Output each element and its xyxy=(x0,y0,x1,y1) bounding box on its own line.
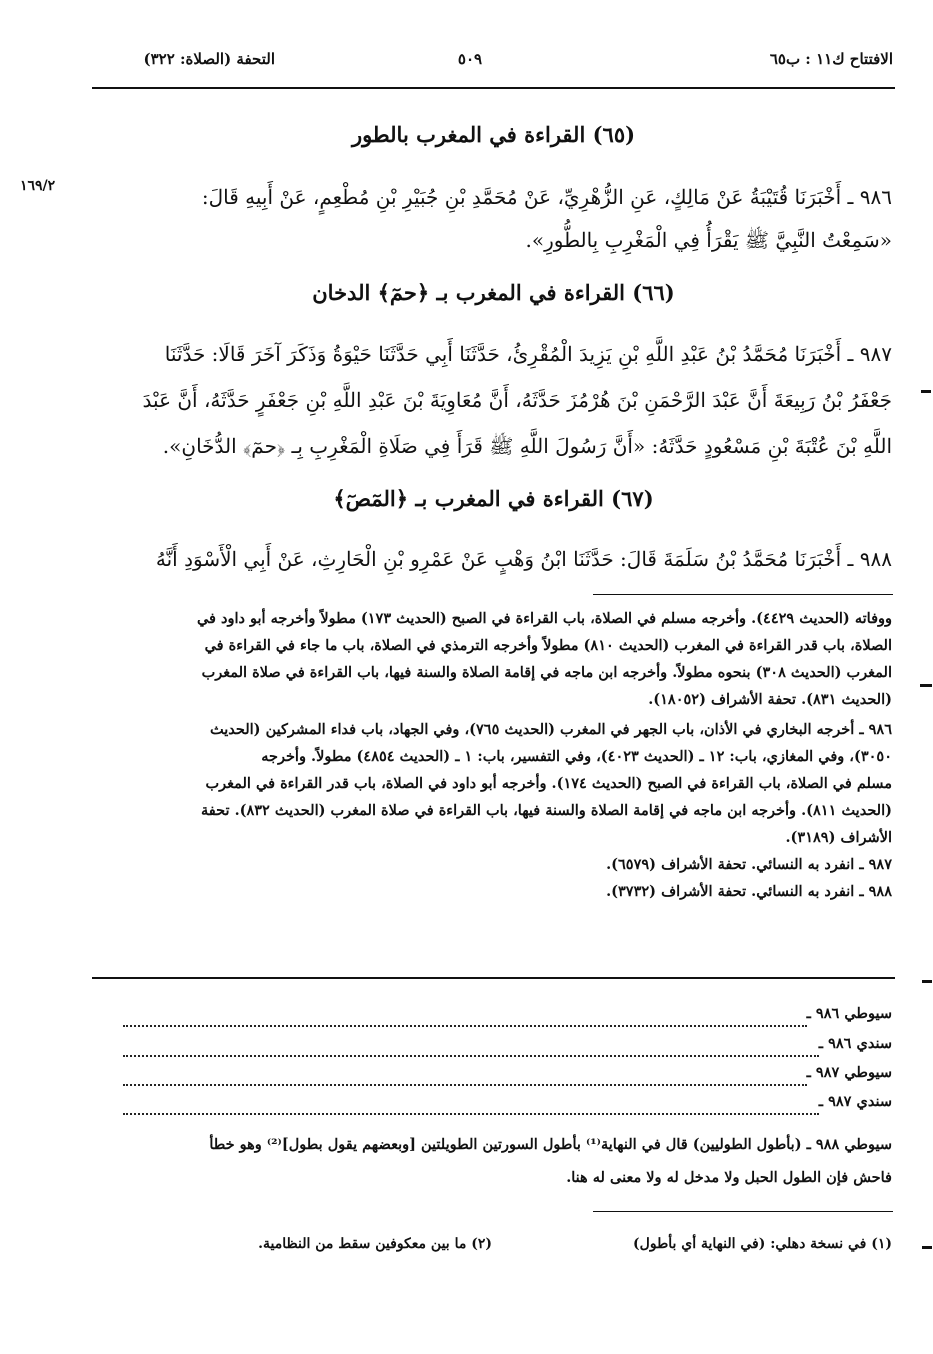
takhrij-line: ٩٨٨ ـ انفرد به النسائي. تحفة الأشراف (٣٧٣٢). xyxy=(606,883,892,900)
takhrij-line: مسلم في الصلاة، باب القراءة في الصبح (الحديث ١٧٤). وأخرجه أبو داود في الصلاة، باب قدر القراءة في المغرب xyxy=(205,775,892,792)
hadith-986-line-2: «سَمِعْتُ النَّبِيَّ ﷺ يَقْرَأُ فِي الْمَغْرِبِ بِالطُّورِ». xyxy=(525,228,892,252)
commentary-label: سندي ٩٨٧ ـ xyxy=(818,1093,892,1110)
hadith-987-line-3: اللَّهِ بْنَ عُتْبَةَ بْنِ مَسْعُودٍ حَدَّثَهُ: «أَنَّ رَسُولَ اللَّهِ ﷺ قَرَأَ فِي صَلَاةِ الْمَغْرِبِ بِـ ﴿حمٓ﴾ الدُّخَانِ». xyxy=(162,434,892,458)
commentary-text-line: سيوطي ٩٨٨ ـ (بأطول الطوليين) قال في النهاية⁽¹⁾ بأطول السورتين الطويلتين [وبعضهم يقول بطول]⁽²⁾ وهو خطأ xyxy=(209,1136,892,1153)
footnote-2: (٢) ما بين معكوفين سقط من النظامية. xyxy=(258,1236,492,1252)
takhrij-rule xyxy=(593,594,893,595)
commentary-label: سندي ٩٨٦ ـ xyxy=(818,1035,892,1052)
header-tuhfa-ref: التحفة (الصلاة: ٣٢٢) xyxy=(143,50,275,68)
commentary-label: سيوطي ٩٨٧ ـ xyxy=(806,1064,892,1081)
takhrij-line: المغرب (الحديث ٣٠٨) بنحوه مطولاً. وأخرجه ابن ماجه في إقامة الصلاة والسنة فيها، باب القراءة في صلاة المغرب xyxy=(201,664,892,681)
header-rule xyxy=(92,87,895,89)
takhrij-line: ووفاته (الحديث ٤٤٢٩). وأخرجه مسلم في الصلاة، باب القراءة في الصبح (الحديث ١٧٣) مطولاً وأخرجه أبو داود في xyxy=(196,610,892,627)
commentary-row xyxy=(115,1030,892,1057)
footnote-1: (١) في نسخة دهلي: (في النهاية أي بأطول) xyxy=(633,1236,892,1252)
dotted-leader xyxy=(123,1013,807,1027)
hadith-987-line-2: جَعْفَرُ بْنُ رَبِيعَةَ أَنَّ عَبْدَ الرَّحْمَنِ بْنَ هُرْمُزَ حَدَّثَهُ، أَنَّ مُعَاوِيَةَ بْنَ عَبْدِ اللَّهِ بْنِ جَعْفَرٍ حَدَّثَهُ، أَنَّ عَبْدَ xyxy=(142,388,892,412)
commentary-row xyxy=(115,1088,892,1115)
dotted-leader xyxy=(123,1101,819,1115)
takhrij-line: ٩٨٦ ـ أخرجه البخاري في الأذان، باب الجهر في المغرب (الحديث ٧٦٥)، وفي الجهاد، باب فداء المشركين (الحديث xyxy=(209,721,892,738)
takhrij-line: (الحديث ٨١١). وأخرجه ابن ماجه في إقامة الصلاة والسنة فيها، باب القراءة في صلاة المغرب (الحديث ٨٣٢). تحفة xyxy=(201,802,892,819)
dotted-leader xyxy=(123,1043,819,1057)
scan-mark xyxy=(921,390,931,393)
commentary-text-line: فاحش فإن الطول الحبل ولا مدخل له ولا معنى له هنا. xyxy=(566,1169,892,1186)
scan-mark xyxy=(922,980,932,983)
takhrij-line: الصلاة، باب قدر القراءة في المغرب (الحديث ٨١٠) مطولاً وأخرجه الترمذي في الصلاة، باب ما جاء في القراءة في xyxy=(204,637,892,654)
commentary-row xyxy=(115,1000,892,1027)
takhrij-line: الأشراف (٣١٨٩). xyxy=(785,829,892,846)
scan-mark xyxy=(922,1246,932,1249)
takhrij-line: ٣٠٥٠)، وفي المغازي، باب: ١٢ ـ (الحديث ٤٠٢٣)، وفي التفسير، باب: ١ ـ (الحديث ٤٨٥٤) مطولاً. وأخرجه xyxy=(261,748,892,765)
margin-reference: ١٦٩/٢ xyxy=(20,178,56,194)
section-title-65: (٦٥) القراءة في المغرب بالطور xyxy=(351,122,636,147)
footnote-rule xyxy=(593,1211,893,1212)
commentary-label: سيوطي ٩٨٦ ـ xyxy=(806,1005,892,1022)
hadith-987-line-1: ٩٨٧ ـ أَخْبَرَنَا مُحَمَّدُ بْنُ عَبْدِ اللَّهِ بْنِ يَزِيدَ الْمُقْرِئُ، حَدَّثَنَا أَبِي حَدَّثَنَا حَيْوَةُ وَذَكَرَ آخَرَ قَالَا: حَدَّثَنَا xyxy=(164,342,892,366)
section-title-66: (٦٦) القراءة في المغرب بـ ﴿حمٓ﴾ الدخان xyxy=(312,280,675,305)
takhrij-line: ٩٨٧ ـ انفرد به النسائي. تحفة الأشراف (٦٥٧٩). xyxy=(606,856,892,873)
commentary-row xyxy=(115,1059,892,1086)
dotted-leader xyxy=(123,1072,807,1086)
header-chapter-ref: الافتتاح ك١١ : ب٦٥ xyxy=(769,50,893,68)
hadith-986-line-1: ٩٨٦ ـ أَخْبَرَنَا قُتَيْبَةُ عَنْ مَالِكٍ، عَنِ الزُّهْرِيِّ، عَنْ مُحَمَّدِ بْنِ جُبَيْرِ بْنِ مُطْعِمٍ، عَنْ أَبِيهِ قَالَ: xyxy=(201,185,892,209)
hadith-988-line-1: ٩٨٨ ـ أَخْبَرَنَا مُحَمَّدُ بْنُ سَلَمَةَ قَالَ: حَدَّثَنَا ابْنُ وَهْبٍ عَنْ عَمْرِو بْنِ الْحَارِثِ، عَنْ أَبِي الْأَسْوَدِ أَنَّهُ xyxy=(155,547,892,571)
takhrij-line: (الحديث ٨٣١). تحفة الأشراف (١٨٠٥٢). xyxy=(648,691,892,708)
scan-mark xyxy=(920,684,932,687)
section-title-67: (٦٧) القراءة في المغرب بـ ﴿المٓصٓ﴾ xyxy=(333,486,654,511)
commentary-rule xyxy=(92,977,895,979)
header-page-number: ٥٠٩ xyxy=(457,50,483,68)
